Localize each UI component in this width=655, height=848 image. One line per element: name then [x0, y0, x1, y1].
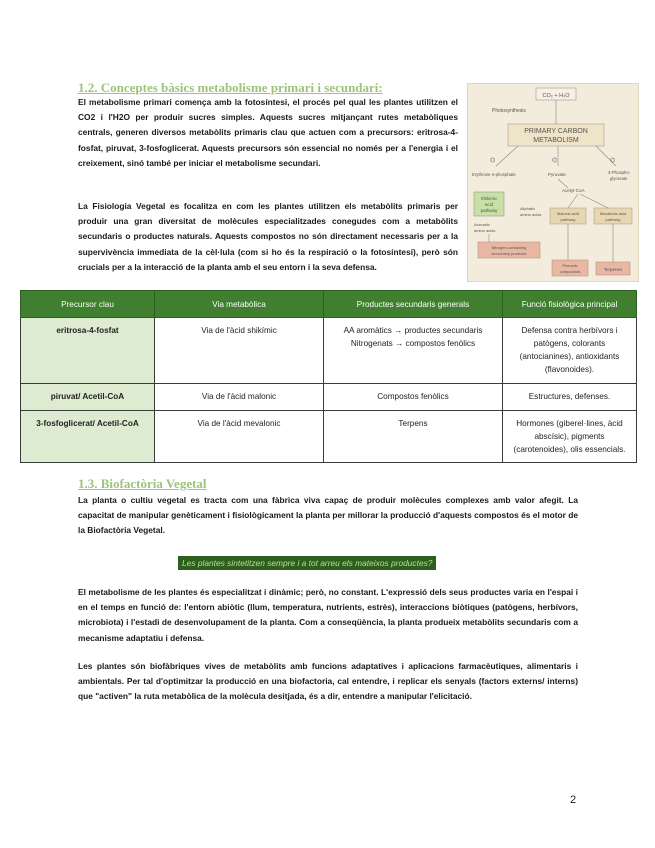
- section-1-3-paragraph-2: El metabolisme de les plantes és especialitzat i dinàmic; però, no constant. L'expressió dels seus productes varia en l'espai i en el temps en funció de: l'entorn abiòtic (llum, temperatura, nutrients, estrès), interaccions biòtiques (patògens, herbívors, microbiota) i l'estadi de desenvolupament de la planta. Com a conseqüència, la planta produeix metabòlits secundaris com a mecanisme adaptatiu i defensa.: [78, 587, 578, 643]
- section-1-3-paragraph-3: Les plantes són biofàbriques vives de metabòlits amb funcions adaptatives i aplicacions farmacèutiques, alimentaris i ambientals. Per tal d'optimitzar la producció en una biofactoria, cal entendre, i replicar els senyals (factors externs/ interns) que "activen" la ruta metabòlica de la molècula desitjada, és a dir, entendre a manipular l'elicitació.: [78, 661, 578, 702]
- molecule-glyph-3: ⌬: [610, 158, 616, 164]
- aliphatic-label-1: Aliphatic: [520, 206, 536, 211]
- table-cell: Via de l'àcid shikímic: [155, 318, 324, 384]
- photosynthesis-label: Photosynthesis: [492, 108, 526, 114]
- terpenes-label: Terpenes: [603, 267, 623, 272]
- table-cell: Via de l'àcid malonic: [155, 384, 324, 411]
- section-1-3-heading: 1.3. Biofactòria Vegetal: [78, 476, 207, 491]
- precursor-table: [20, 290, 637, 463]
- primary-carbon-metabolism-diagram: [467, 83, 639, 282]
- section-1-3-paragraph-1: La planta o cultiu vegetal es tracta com una fàbrica viva capaç de produir molècules complexes amb valor afegit. La capacitat de manipular genèticament i fisiològicament la planta per millorar la producció d'aquests compostos és el motor de la Biofactòria Vegetal.: [78, 495, 578, 536]
- table-cell: 3-fosfoglicerat/ Acetil-CoA: [21, 411, 155, 463]
- co2-h2o-label: CO₂ + H₂O: [542, 93, 570, 99]
- table-header-row: [21, 291, 637, 318]
- pyruvate-label: Pyruvate: [548, 172, 566, 177]
- table-row: [21, 411, 637, 463]
- table-row: [21, 318, 637, 384]
- shikimic-label-1: Shikimic: [480, 196, 498, 201]
- header-productes: Productes secundaris generals: [324, 291, 503, 318]
- mevalonic-label-2: pathway: [605, 217, 621, 222]
- shikimic-label-2: acid: [484, 202, 494, 207]
- table-row: [21, 384, 637, 411]
- nitrogen-label-2: secondary products: [491, 251, 527, 256]
- acetyl-coa-label: Acetyl-CoA: [562, 188, 585, 193]
- aromatic-label-1: Aromatic: [474, 222, 490, 227]
- molecule-glyph-1: ⌬: [490, 158, 496, 164]
- nitrogen-label-1: Nitrogen-containing: [491, 245, 527, 250]
- phosphoglycerate-label-1: 3-Phospho-: [608, 170, 631, 175]
- table-cell: piruvat/ Acetil-CoA: [21, 384, 155, 411]
- table-cell: Defensa contra herbívors i patògens, colorants (antocianines), antioxidants (flavonoides).: [503, 318, 637, 384]
- shikimic-label-3: pathway: [480, 208, 498, 213]
- malonic-label-2: pathway: [560, 217, 576, 222]
- table-cell: Via de l'àcid mevalonic: [155, 411, 324, 463]
- section-1-2-heading: 1.2. Conceptes bàsics metabolisme primari i secundari:: [78, 80, 383, 95]
- erythrose-label: Erythrose-4-phosphate: [472, 172, 516, 177]
- table-cell: Compostos fenòlics: [324, 384, 503, 411]
- diagram-title-line1: PRIMARY CARBON: [524, 128, 588, 135]
- aromatic-label-2: amino acids: [474, 228, 496, 233]
- phosphoglycerate-label-2: glycerate: [610, 176, 628, 181]
- phenolic-label-2: compounds: [559, 269, 581, 274]
- table-cell: Estructures, defenses.: [503, 384, 637, 411]
- table-cell: AA aromàtics → productes secundaris Nitrogenats → compostos fenòlics: [324, 318, 503, 384]
- aliphatic-label-2: amino acids: [520, 212, 542, 217]
- molecule-glyph-2: ⌬: [552, 158, 558, 164]
- header-via: Via metabòlica: [155, 291, 324, 318]
- question-callout: Les plantes sintetitzen sempre i a tot arreu els mateixos productes?: [178, 556, 436, 570]
- section-1-2-paragraph-2: La Fisiologia Vegetal es focalitza en com les plantes utilitzen els metabòlits primaris per produir una gran diversitat de molècules especialitzades conegudes com a metabòlits secundaris o productes naturals. Aquests compostos no són directament necessaris per a la supervivència immediata de la cèl·lula (com si ho és la respiració o la fotosíntesi), però són crucials per a la interacció de la planta amb el seu entorn i la seva defensa.: [78, 201, 458, 272]
- page-number: 2: [570, 794, 577, 806]
- mevalonic-label-1: Mevalonic acid: [599, 211, 627, 216]
- header-funcio: Funció fisiològica principal: [503, 291, 637, 318]
- table-cell: Terpens: [324, 411, 503, 463]
- header-precursor: Precursor clau: [21, 291, 155, 318]
- malonic-label-1: Malonic acid: [556, 211, 580, 216]
- diagram-title-line2: METABOLISM: [533, 137, 579, 144]
- section-1-2-paragraph-1: El metabolisme primari comença amb la fotosíntesi, el procés pel qual les plantes utilitzen el CO2 i l'H2O per produir sucres simples. Aquests sucres mitjançant rutes metabòliques centrals, generen diversos metabòlits primaris clau que actuen com a precursors: eritrosa-4-fosfat, piruvat, 3-fosfoglicerat. Aquests precursors són essencial no només per a l'energia i el creixement, sinó també per iniciar el metabolisme secundari.: [78, 97, 458, 168]
- table-cell: Hormones (giberel·lines, àcid abscísic), pigments (carotenoides), olis essencials.: [503, 411, 637, 463]
- phenolic-label-1: Phenolic: [562, 263, 578, 268]
- table-cell: eritrosa-4-fosfat: [21, 318, 155, 384]
